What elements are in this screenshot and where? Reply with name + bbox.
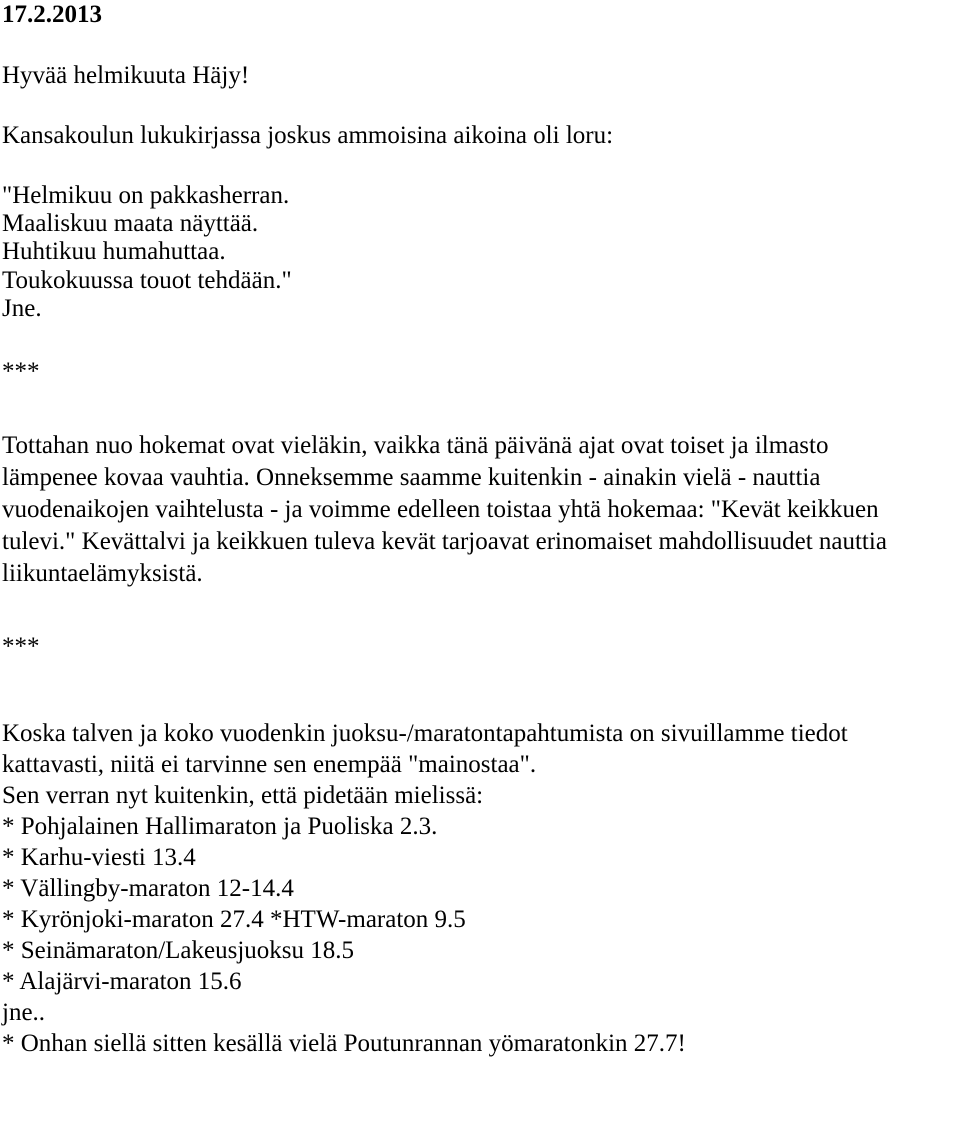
paragraph-line: liikuntaelämyksistä. (2, 560, 203, 587)
intro-line: Kansakoulun lukukirjassa joskus ammoisina aikoina oli loru: (2, 122, 614, 149)
poem-line: Toukokuussa touot tehdään." (2, 267, 292, 294)
spacer (2, 28, 958, 60)
spacer (2, 91, 958, 120)
poem-line: Huhtikuu humahuttaa. (2, 238, 226, 265)
paragraph-line: Tottahan nuo hokemat ovat vieläkin, vaikka tänä päivänä ajat ovat toiset ja ilmasto (2, 432, 829, 459)
paragraph-line: tulevi." Kevättalvi ja keikkuen tuleva kevät tarjoavat erinomaiset mahdollisuudet nauttia (2, 528, 887, 555)
paragraph-line: lämpenee kovaa vauhtia. Onneksemme saamme kuitenkin - ainakin vielä - nauttia (2, 464, 821, 491)
paragraph-line: kattavasti, niitä ei tarvinne sen enempää "mainostaa". (2, 751, 537, 778)
paragraph-climate (2, 430, 958, 589)
list-item: * Pohjalainen Hallimaraton ja Puoliska 2.3. (2, 813, 438, 840)
spacer (2, 324, 958, 356)
list-item: * Kyrönjoki-maraton 27.4 *HTW-maraton 9.5 (2, 906, 466, 933)
paragraph-events-intro (2, 718, 958, 811)
closing-line: * Onhan siellä sitten kesällä vielä Poutunrannan yömaratonkin 27.7! (2, 1030, 686, 1057)
list-item: * Seinämaraton/Lakeusjuoksu 18.5 (2, 937, 355, 964)
greeting: Hyvää helmikuuta Häjy! (2, 62, 250, 89)
list-item: * Karhu-viesti 13.4 (2, 844, 196, 871)
document-page (2, 0, 958, 1059)
paragraph-line: Koska talven ja koko vuodenkin juoksu-/maratontapahtumista on sivuillamme tiedot (2, 720, 848, 747)
list-item: * Vällingby-maraton 12-14.4 (2, 875, 294, 902)
separator: *** (2, 633, 40, 660)
event-list (2, 811, 958, 997)
paragraph-line: Sen verran nyt kuitenkin, että pidetään mielissä: (2, 782, 484, 809)
document-date: 17.2.2013 (2, 1, 102, 28)
etc-line: jne.. (2, 999, 46, 1026)
spacer (2, 589, 958, 631)
poem-line: Maaliskuu maata näyttää. (2, 210, 259, 237)
list-item: * Alajärvi-maraton 15.6 (2, 968, 242, 995)
poem (2, 180, 958, 324)
paragraph-line: vuodenaikojen vaihtelusta - ja voimme edelleen toistaa yhtä hokemaa: "Kevät keikkuen (2, 496, 879, 523)
poem-line: Jne. (2, 295, 42, 322)
separator: *** (2, 358, 40, 385)
spacer (2, 151, 958, 180)
poem-line: "Helmikuu on pakkasherran. (2, 182, 290, 209)
spacer (2, 662, 958, 718)
spacer (2, 387, 958, 430)
